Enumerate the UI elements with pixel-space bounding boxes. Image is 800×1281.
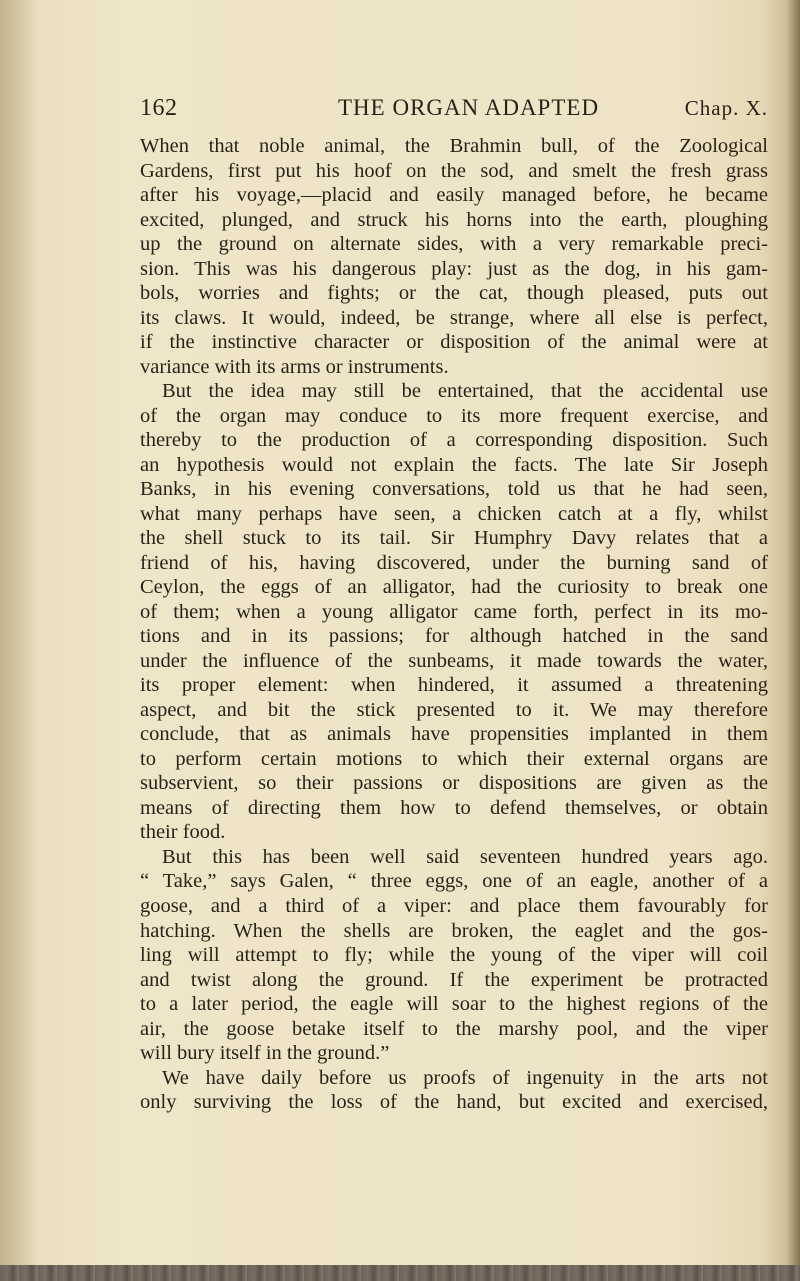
text-line: conclude, that as animals have propensities implanted in them xyxy=(140,723,768,746)
page-edge-shadow xyxy=(786,0,800,1281)
page-number: 162 xyxy=(140,95,178,121)
text-line: their food. xyxy=(140,821,226,844)
text-line: excited, plunged, and struck his horns into the earth, ploughing xyxy=(140,208,768,231)
text-line: We have daily before us proofs of ingenuity in the arts not xyxy=(162,1066,768,1089)
text-line: if the instinctive character or disposition of the animal were at xyxy=(140,331,768,354)
page-bottom-edge xyxy=(0,1265,800,1281)
text-line: its proper element: when hindered, it assumed a threatening xyxy=(140,674,768,697)
text-line: subservient, so their passions or dispositions are given as the xyxy=(140,772,768,795)
text-line: air, the goose betake itself to the marshy pool, and the viper xyxy=(140,1017,768,1040)
text-line: variance with its arms or instruments. xyxy=(140,355,449,378)
text-line: But this has been well said seventeen hundred years ago. xyxy=(162,845,768,868)
text-line: an hypothesis would not explain the facts. The late Sir Joseph xyxy=(140,453,768,476)
text-line: When that noble animal, the Brahmin bull, of the Zoological xyxy=(140,135,768,157)
text-line: what many perhaps have seen, a chicken catch at a fly, whilst xyxy=(140,502,768,525)
text-line: its claws. It would, indeed, be strange, where all else is perfect, xyxy=(140,306,768,329)
page-binding-shadow xyxy=(0,0,38,1281)
text-line: hatching. When the shells are broken, the eaglet and the gos- xyxy=(140,919,768,942)
text-line: thereby to the production of a corresponding disposition. Such xyxy=(140,429,768,452)
text-line: tions and in its passions; for although hatched in the sand xyxy=(140,625,768,648)
text-line: But the idea may still be entertained, that the accidental use xyxy=(162,380,768,403)
text-line: friend of his, having discovered, under the burning sand of xyxy=(140,551,768,574)
text-line: will bury itself in the ground.” xyxy=(140,1042,390,1065)
text-line: ling will attempt to fly; while the young of the viper will coil xyxy=(140,944,768,967)
chapter-label: Chap. X. xyxy=(684,96,768,120)
text-line: to a later period, the eagle will soar to the highest regions of the xyxy=(140,993,768,1016)
text-line: of them; when a young alligator came forth, perfect in its mo- xyxy=(140,600,768,623)
text-line: the shell stuck to its tail. Sir Humphry Davy relates that a xyxy=(140,527,768,550)
running-title: THE ORGAN ADAPTED xyxy=(338,95,600,120)
body-text xyxy=(140,134,768,1115)
text-line: Banks, in his evening conversations, told us that he had seen, xyxy=(140,478,768,501)
text-line: goose, and a third of a viper: and place them favourably for xyxy=(140,894,768,917)
text-line: to perform certain motions to which their external organs are xyxy=(140,747,768,770)
text-line: under the influence of the sunbeams, it made towards the water, xyxy=(140,649,768,672)
text-line: up the ground on alternate sides, with a very remarkable preci- xyxy=(140,233,768,256)
text-line: after his voyage,—placid and easily managed before, he became xyxy=(140,184,768,207)
text-line: only surviving the loss of the hand, but excited and exercised, xyxy=(140,1091,768,1114)
text-line: aspect, and bit the stick presented to it. We may therefore xyxy=(140,698,768,721)
text-line: bols, worries and fights; or the cat, though pleased, puts out xyxy=(140,282,768,305)
text-line: Gardens, first put his hoof on the sod, and smelt the fresh grass xyxy=(140,159,768,182)
text-line: of the organ may conduce to its more frequent exercise, and xyxy=(140,404,768,427)
text-line: Ceylon, the eggs of an alligator, had the curiosity to break one xyxy=(140,576,768,599)
text-line: “ Take,” says Galen, “ three eggs, one of an eagle, another of a xyxy=(140,870,768,893)
text-line: sion. This was his dangerous play: just as the dog, in his gam- xyxy=(140,257,768,280)
page-header xyxy=(140,95,768,125)
text-line: and twist along the ground. If the experiment be protracted xyxy=(140,968,768,991)
text-line: means of directing them how to defend themselves, or obtain xyxy=(140,796,768,819)
